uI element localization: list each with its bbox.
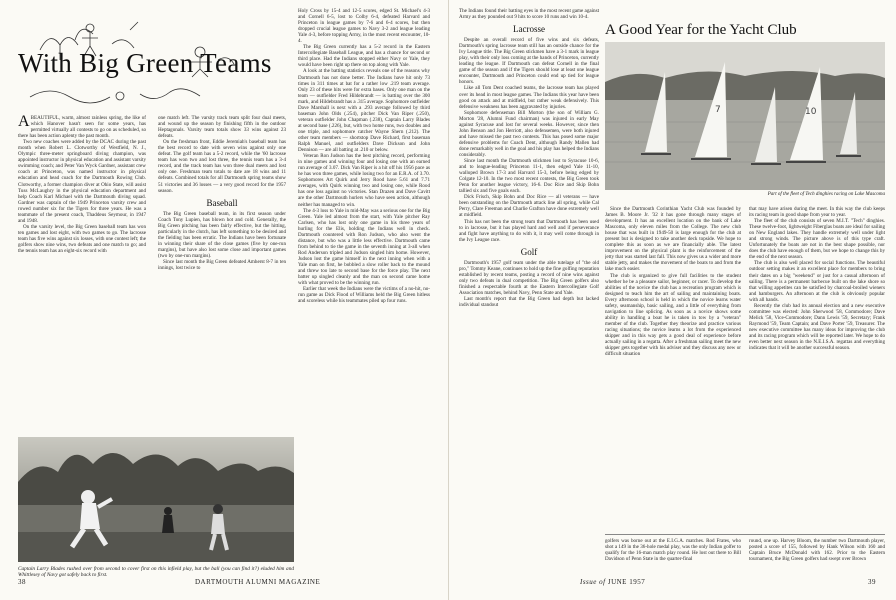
paragraph: Dick Frisch, Skip Bohn and Doc Rice — all veterans — have been outstanding on the Dartmouth attack line all spring, while Cal Perry, Clare Freeman and Charlie Grafton have done extremely well at midfield. <box>459 194 599 219</box>
article-column-4 <box>459 8 599 562</box>
paragraph: Sophomore defenseman Bill Morton (the son of William G. Morton '28, Alumni Fund chairman) was injured in early May against Syracuse and lost for several weeks. However, since then John Benson and Jon Herriott, also defensemen, were both injured and have missed the past two contests. This has posed some major defensive problems for Coach Dent, although Randy Mallen had done remarkably well in the goal and his play has helped the Indians considerably. <box>459 109 599 158</box>
paragraph: Dartmouth's 1957 golf team under the able tutelage of "the old pro," Tommy Keane, continues to hold up the fine golfing reputation established by recent teams, posting a record of nine wins against only two defeats in dual competition. The Big Green golfers also finished a respectable fourth at the Eastern Intercollegiate Golf Association matches, behind Navy, Penn State and Yale. <box>459 259 599 296</box>
golf-continuation-1 <box>605 538 741 574</box>
sailing-photo-caption: Part of the fleet of Tech dinghies racing on Lake Mascoma <box>767 192 885 197</box>
paragraph: Since last month the Big Green defeated Amherst 8-7 in ten innings, lost twice to <box>158 258 286 272</box>
yacht-club-title: A Good Year for the Yacht Club <box>605 22 797 38</box>
page-number: 38 <box>18 578 26 586</box>
paragraph: The club is organized to give full facilities to the student whether he be a pleasure sailor, beginner, or racer. To develop the abilities of the novice the club has a recreation program which is designed to teach him the art of sailing and maintaining boats. Every afternoon school is held in which the novice learns water safety, seamanship, basic sailing, and a little of everything from navigation to line splicing. As soon as a novice shows some ability in handling a boat he is taken in tow by a "veteran" member of the club. Together they theorize and practice various racing situations; the novice learns a lot from the experienced skipper and in this way gets a good deal of experience before actually sailing in a regatta. After a freshman sailing meet the new skipper gets together with his adviser and they discuss any new or difficult situation <box>605 272 741 358</box>
svg-text:10: 10 <box>805 107 817 117</box>
paragraph: Holy Cross by 15-4 and 12-5 scores, edged St. Michael's 4-3 and Cornell 6-5, lost to Colby 6-4, defeated Harvard and Princeton in league games by 7-6 and 6-4 scores, but then dropped crucial league games to Navy 3-2 and league leading Yale 4-3, before topping Army, in the most recent encounter, 10-4. <box>298 8 430 45</box>
issue-date: JUNE 1957 <box>607 578 646 586</box>
drop-cap: A <box>18 115 30 130</box>
sailing-photo <box>605 42 885 190</box>
section-heading-baseball: Baseball <box>206 197 238 208</box>
issue-label <box>580 578 645 586</box>
paragraph: Veteran Ron Judson has the best pitching record, performing in nine games and winning four and losing one with an earned run average of 3.07. Dick Van Riper is a hit off his 1956 pace as he has won three games, while losing two for an E.R.A. of 3.70. Sophomores Art Quirk and Jerry Rood have 5.61 and 7.71 averages, with Quirk winning two and losing one, while Rood has one loss against no victories. Stan Drazen and Dave Cavitt are the other Dartmouth hurlers who have seen action, although neither has managed to win. <box>298 153 430 208</box>
page-title: With Big Green Teams <box>18 48 272 78</box>
paragraph: Despite an overall record of five wins and six defeats, Dartmouth's spring lacrosse team still has an outside chance for the Ivy League title. The Big Green stickmen have a 3-1 mark in league play, with their only loss coming at the hands of Princeton, currently leading the league. If Dartmouth can defeat Cornell in the final game of the season and if the Tigers should lose at least one league encounter, Dartmouth and Princeton could end up tied for league honors. <box>459 37 599 86</box>
article-column-3 <box>298 8 430 562</box>
page-number-right: 39 <box>868 578 876 586</box>
paragraph: This has not been the strong team that Dartmouth has been used to in lacrosse, but it has played hard and well and if perseverance and fight have anything to do with it, it may well come through in the Ivy League race. <box>459 218 599 243</box>
article-column-6 <box>749 206 885 576</box>
paragraph: The Indians found their batting eyes in the most recent game against Army as they pounded out 9 hits to score 10 runs and win 10-4. <box>459 8 599 21</box>
paragraph: golfers was borne out at the E.I.G.A. matches. Rod Frates, who shot a 149 in the 36-hole medal play, was the only Indian golfer to qualify for the 16-man match play round. He lost out there to Bill Davidson of Penn State in the quarter-final <box>605 538 741 563</box>
paragraph: Earlier that week the Indians were the victims of a no-hit, no-run game as Dick Flood of Williams held the Big Green hitless and scoreless while his teammates piled up four runs. <box>298 286 430 305</box>
baseball-photo <box>18 437 294 562</box>
paragraph: Like all Tom Dent coached teams, the lacrosse team has played over its head in most league games. The Indians this year have been good on attack and at midfield, but rather weak defensively. This defensive weakness has been aggravated by injuries. <box>459 85 599 110</box>
article-column-2 <box>158 115 286 433</box>
paragraph: On the freshman front, Eddie Jeremiah's baseball team has the best record to date with seven wins against only one defeat. The golf team has a 5-2 record, while the '60 lacrosse team has won two and lost three, the tennis team has a 3-4 record, and the track team has won three dual meets and lost only one. Freshman team totals to date are 18 wins and 11 defeats. Combined totals for all Dartmouth spring teams show 51 victories and 36 losses — a very good record for the 1957 season. <box>158 139 286 194</box>
paragraph: The fleet of the club consists of seven M.I.T. "Tech" dinghies. These twelve-foot, lightweight Fiberglas boats are ideal for sailing on New England lakes. They handle extremely well under light and strong winds. The picture above is of this type craft. Unfortunately the boats are not in the best shape possible, nor does the club have enough of them, but we hope to change this by the end of the next season. <box>749 218 885 261</box>
paragraph: The club is also well placed for social functions. The beautiful outdoor setting makes it an excellent place for members to bring their dates on a big "weekend" or just for a casual afternoon of sailing. There is a permanent barbecue built on the lake shore so that willing appetites can be satisfied by charcoal-broiled wieners and hamburgers. An afternoon at the club is obviously popular with all hands. <box>749 260 885 303</box>
golf-continuation-2 <box>749 538 885 574</box>
paragraph: The Big Green currently has a 5-2 record in the Eastern Intercollegiate Baseball League, and has a chance for second or third place. Had the Indians stopped either Navy or Yale, they would have been right up there on top along with Yale. <box>298 44 430 69</box>
article-column-5 <box>605 206 741 576</box>
issue-word: Issue of <box>580 578 606 586</box>
section-heading-golf: Golf <box>520 246 538 257</box>
paragraph: Recently the club had its annual election and a new executive committee was elected: John Sherwood '58, Commodore; Dave Melick '58, Vice-Commodore; Dann Lewis '59, Secretary; Frank Raymond '59, Team Captain; and Dave Porter '59, Treasurer. The new executive committee has many ideas for improving the club and its racing program which will be reported later. We hope to do even better next season in the N.E.I.S.A. regattas and everything indicates that it will be another successful season. <box>749 302 885 352</box>
paragraph: Two new coaches were added by the DCAC during the past month when Robert L. Clotworthy of Westfield, N. J., Olympic three-meter springboard diving champion, was appointed instructor in physical education and assistant varsity swimming coach; and Peter Van Wyck Gardner, assistant crew coach at Princeton, was named instructor in physical education and head coach for the Dartmouth Rowing Club. Clotworthy, a former champion diver at Ohio State, will assist Tuss McLaughry in the physical education department and help Coach Karl Michael with the Dartmouth diving squad. Gardner was captain of the 1949 Princeton varsity crew and rowed number six for the Tigers for three years. He was a teammate of the present coach, Thaddeus Seymour, in 1947 and 1948. <box>18 139 146 224</box>
photo-caption: Captain Larry Blades rushed over from second to cover first on this infield play, but the ball (you can find it?) eluded him and Whittlesey of Navy got safely back to first. <box>18 566 294 579</box>
paragraph: BEAUTIFUL, warm, almost rainless spring, the like of which Hanover hasn't seen for some years, has permitted virtually all contests to go on as scheduled, so there has been action aplenty the past month. <box>18 115 146 140</box>
paragraph: A look at the batting statistics reveals one of the reasons why Dartmouth has not done better. The Indians have hit only 73 times in 311 times at bat for a rather low .219 team average. Only 23 of these hits were for extra bases. Only one man on the team — outfielder Fred Hildebrandt — is batting over the 300 mark, and Hildebrandt has a .315 average. Sophomore outfielder Dave Marshall is next with a .293 average followed by third baseman John Olds (.254), pitcher Dick Van Riper (.250), veteran outfielder John Chapman (.238), Captain Larry Blades at second base (.226), but, with two home runs, two doubles and one triple, and sophomore catcher Wayne Shern (.212). The other team members — shortstop Dave Richard, first baseman Ralph Manuel, and outfielders Dave Dickson and John Dennison — are all batting at .210 or below. <box>298 68 430 154</box>
divider-rule <box>605 534 885 535</box>
paragraph: round, one up. Harvey Bloom, the number two Dartmouth player, posted a score of 155, followed by Hank Wilson with 160 and Captain Bruce McDonald with 162. Prior to the Eastern tournament, the Big Green golfers had swept over Brown <box>749 538 885 563</box>
paragraph: The Big Green baseball team, in its first season under Coach Tony Lupien, has blown hot and cold. Generally, the Big Green pitching has been fairly effective, but the hitting, particularly in the clutch, has left something to be desired and the fielding has been erratic. The Indians have been fortunate in winning their share of the close games (five by one-run margins), but have also lost some close and important games (two by one-run margins). <box>158 210 286 259</box>
paragraph: On the varsity level, the Big Green baseball team has won ten games and lost eight, with two games to go. The lacrosse team has five wins against six losses, with one contest left; the golfers show nine wins, two defeats and one match to go; and the tennis team has an eight-six record with <box>18 223 146 255</box>
paragraph: one match left. The varsity track team split four dual meets, and wound up the season by finishing fifth in the outdoor Heptagonals. Varsity team totals show 33 wins against 23 defeats. <box>158 115 286 140</box>
paragraph: that may have arisen during the meet. In this way the club keeps its racing team in good shape from year to year. <box>749 206 885 219</box>
article-column-1 <box>18 115 146 433</box>
publication-name: DARTMOUTH ALUMNI MAGAZINE <box>195 578 321 586</box>
paragraph: Last month's report that the Big Green had depth but lacked individual standout <box>459 295 599 309</box>
svg-text:7: 7 <box>715 105 721 115</box>
section-heading-lacrosse: Lacrosse <box>513 24 545 35</box>
ornament-figure-icon <box>20 82 220 112</box>
paragraph: The 4-3 loss to Yale in mid-May was a serious one for the Big Green. Yale led almost from the start, with Yale pitcher Ray Carlsen, who has lost only one game in his three years of hurling for the Elis, holding the Indians well in check. Dartmouth countered with Ron Judson, who also went the distance, but who was a little less effective. Dartmouth came from behind to tie the game in the seventh inning at 3-all when Rod Anderson tripled and Judson singled him home. However, Judson lost the game himself in the next inning when with a Yale man on first, he bobbled a slow roller back to the mound and threw too late to second base for the force play. The next batter up singled cleanly and the man on second came home with what proved to be the winning run. <box>298 207 430 287</box>
paragraph: Since the Dartmouth Corinthian Yacht Club was founded by James B. Moore Jr. '32 it has gone through many stages of development. It has an excellent location on the bank of Lake Mascoma, only eleven miles from the College. The new club house that was built in 1949-50 is large enough for the club at present but is designed to take another deck topside. We hope to complete this as soon as we are financially able. The latest improvement on the physical plant is the reinforcement of the jetty that was started last fall. This now gives us a wider and more stable jetty, and makes the movement of the boats to and from the lake much easier. <box>605 206 741 273</box>
paragraph: Since last month the Dartmouth stickmen lost to Syracuse 10-6, and to league-leading Princeton 11-1, then edged Yale 11-10, walloped Brown 17-3 and Harvard 15-3, before being edged by Colgate 12-10. In the two most recent contests, the Big Green took Penn for another league victory, 16-6. Doc Rice and Skip Bohn tallied six and five goals each. <box>459 158 599 195</box>
